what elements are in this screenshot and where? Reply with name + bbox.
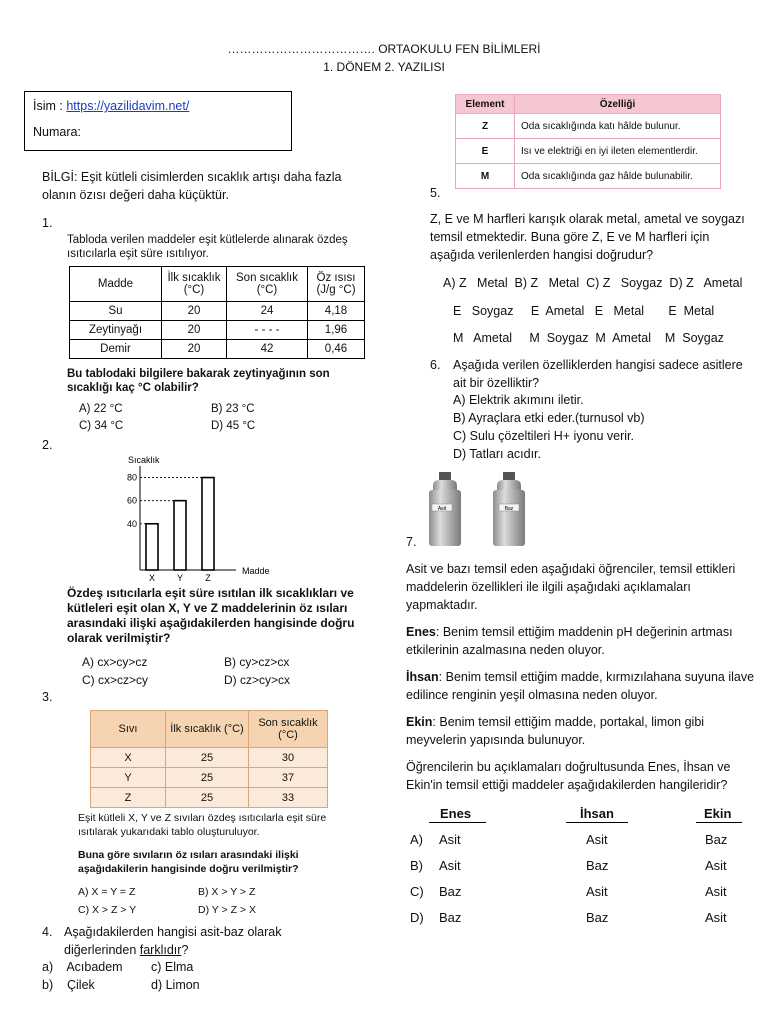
q2-option-d[interactable]: D) cz>cy>cx: [224, 673, 291, 687]
header-underline: [566, 822, 628, 823]
option-ekin: Asit: [705, 910, 727, 925]
q3-cell: 25: [166, 768, 249, 788]
info-note: BİLGİ: Eşit kütleli cisimlerden sıcaklık artışı daha fazla olanın özısı değeri daha küçüktür.: [42, 170, 342, 202]
q1-cell: 42: [227, 340, 308, 359]
q7-header-ihsan: İhsan: [580, 806, 614, 821]
option-enes: Asit: [439, 832, 461, 847]
header-underline: [429, 822, 486, 823]
q4-number: 4.: [42, 925, 53, 939]
q3-cell: 30: [249, 748, 328, 768]
q7-header-enes: Enes: [440, 806, 472, 821]
option-letter: B): [410, 858, 423, 873]
q2-bar-chart: [118, 452, 298, 584]
q1-cell: 0,46: [308, 340, 365, 359]
option-ihsan: Baz: [586, 910, 609, 925]
option-ekin: Asit: [705, 858, 727, 873]
bar-x: [146, 524, 158, 570]
q5-cell: E: [456, 139, 515, 164]
student-info-box: [24, 91, 292, 151]
q6-text: Aşağıda verilen özelliklerden hangisi sadece asitlere ait bir özelliktir?: [453, 358, 743, 390]
q1-cell: 4,18: [308, 302, 365, 321]
q5-options-row-3[interactable]: M Ametal M Soygaz M Ametal M Soygaz: [453, 331, 724, 345]
q1-table: [69, 266, 365, 359]
q3-cell: 25: [166, 788, 249, 808]
q7-ihsan: [406, 668, 756, 704]
option-letter: D): [410, 910, 424, 925]
table-row: [456, 164, 721, 189]
acid-bottle-icon: [429, 472, 461, 546]
option-letter: A): [410, 832, 423, 847]
option-enes: Baz: [439, 884, 462, 899]
q4-text-end: ?: [181, 943, 189, 957]
bar-z: [202, 478, 214, 570]
q3-cell: Y: [91, 768, 166, 788]
table-row: [70, 302, 365, 321]
q5-number: 5.: [430, 186, 441, 200]
q3-header: Sıvı: [91, 711, 166, 748]
q7-question: Öğrencilerin bu açıklamaları doğrultusunda Enes, İhsan ve Ekin'in temsil ettiği maddeler aşağıdakilerden hangileridir?: [406, 760, 731, 792]
header-line-2: 1. DÖNEM 2. YAZILISI: [323, 60, 445, 74]
q3-option-c[interactable]: C) X > Z > Y: [78, 904, 137, 916]
q4-text-part: Aşağıdakilerden hangisi asit-baz olarak diğerlerinden: [64, 925, 282, 957]
q3-cell: 37: [249, 768, 328, 788]
base-bottle-icon: [493, 472, 525, 546]
table-row: [70, 321, 365, 340]
y-tick-label: 60: [126, 495, 137, 506]
option-enes: Baz: [439, 910, 462, 925]
header-underline: [696, 822, 742, 823]
enes-name: Enes: [406, 625, 436, 639]
q1-header: Son sıcaklık (°C): [227, 267, 308, 302]
option-letter: C): [410, 884, 424, 899]
q1-cell: 20: [162, 340, 227, 359]
bar-y: [174, 501, 186, 570]
q3-table: [90, 710, 328, 808]
q4-option-c[interactable]: c) Elma: [151, 960, 194, 974]
q2-option-c[interactable]: C) cx>cz>cy: [82, 673, 149, 687]
q5-cell: Oda sıcaklığında katı hâlde bulunur.: [515, 114, 721, 139]
table-row: [91, 768, 328, 788]
q3-option-b[interactable]: B) X > Y > Z: [198, 886, 256, 898]
q4-option-d[interactable]: d) Limon: [151, 978, 200, 992]
table-row: [70, 340, 365, 359]
number-label: Numara:: [33, 125, 81, 139]
q7-header-ekin: Ekin: [704, 806, 732, 821]
q1-cell: 20: [162, 321, 227, 340]
chart-y-label: Sıcaklık: [128, 455, 160, 465]
q6-option-d[interactable]: D) Tatları acıdır.: [453, 447, 541, 461]
option-ihsan: Asit: [586, 832, 608, 847]
x-tick-label: X: [148, 573, 156, 583]
q6-number: 6.: [430, 358, 441, 372]
q5-cell: Z: [456, 114, 515, 139]
q1-question: Bu tablodaki bilgilere bakarak zeytinyağının son sıcaklığı kaç °C olabilir?: [67, 368, 330, 394]
q1-option-a[interactable]: A) 22 °C: [79, 403, 123, 415]
q2-number: 2.: [42, 438, 53, 452]
ekin-name: Ekin: [406, 715, 433, 729]
name-label: İsim :: [33, 99, 67, 113]
option-ihsan: Asit: [586, 884, 608, 899]
q1-cell: 24: [227, 302, 308, 321]
q1-cell: 20: [162, 302, 227, 321]
q3-cell: X: [91, 748, 166, 768]
q7-intro: Asit ve bazı temsil eden aşağıdaki öğrenciler, temsil ettikleri maddelerin özellikleri ile ilgili aşağıdaki açıklamaları yapmaktadır.: [406, 562, 736, 612]
table-row: [456, 139, 721, 164]
q1-cell: Demir: [70, 340, 162, 359]
q5-cell: Oda sıcaklığında gaz hâlde bulunabilir.: [515, 164, 721, 189]
q5-cell: M: [456, 164, 515, 189]
ihsan-text: : Benim temsil ettiğim madde, kırmızılahana suyuna ilave edilince renginin yeşil olmasına neden oluyor.: [406, 670, 755, 702]
x-tick-label: Z: [205, 573, 211, 583]
q5-element-table: [455, 94, 721, 189]
q7-number: 7.: [406, 535, 417, 549]
q1-option-d[interactable]: D) 45 °C: [211, 420, 256, 432]
q7-bottles: [425, 470, 560, 550]
q1-cell: Zeytinyağı: [70, 321, 162, 340]
site-link[interactable]: https://yazilidavim.net/: [66, 99, 190, 113]
q3-option-a[interactable]: A) X = Y = Z: [78, 886, 136, 898]
q5-header: Element: [456, 95, 515, 114]
q2-option-a[interactable]: A) cx>cy>cz: [82, 655, 148, 669]
q3-header: Son sıcaklık (°C): [249, 711, 328, 748]
q6-option-a[interactable]: A) Elektrik akımını iletir.: [453, 393, 584, 407]
q1-option-b[interactable]: B) 23 °C: [211, 403, 255, 415]
table-row: [91, 788, 328, 808]
option-ekin: Asit: [705, 884, 727, 899]
q3-question: Buna göre sıvıların öz ısıları arasındaki ilişki aşağıdakilerin hangisinde doğru verilmiştir?: [78, 849, 299, 875]
q1-cell: Su: [70, 302, 162, 321]
q3-cell: Z: [91, 788, 166, 808]
q4-text: [64, 923, 304, 959]
y-tick-label: 40: [126, 518, 137, 529]
q1-header: Madde: [70, 267, 162, 302]
q5-cell: Isı ve elektriği en iyi ileten elementlerdir.: [515, 139, 721, 164]
q4-option-b[interactable]: b) Çilek: [42, 978, 95, 992]
q4-underlined: farklıdır: [139, 943, 182, 957]
q7-ekin: [406, 713, 756, 749]
chart-x-label: Madde: [242, 566, 270, 576]
q6-option-b[interactable]: B) Ayraçlara etki eder.(turnusol vb): [453, 411, 645, 425]
q6-option-c[interactable]: C) Sulu çözeltileri H+ iyonu verir.: [453, 429, 634, 443]
option-ihsan: Baz: [586, 858, 609, 873]
q3-option-d[interactable]: D) Y > Z > X: [198, 904, 256, 916]
q3-number: 3.: [42, 690, 53, 704]
q5-options-row-2[interactable]: E Soygaz E Ametal E Metal E Metal: [453, 304, 715, 318]
base-bottle-label: Baz: [504, 506, 514, 512]
enes-text: : Benim temsil ettiğim maddenin pH değerinin artması etkilerinin azalmasına neden oluyor.: [406, 625, 733, 657]
q3-cell: 25: [166, 748, 249, 768]
q2-option-b[interactable]: B) cy>cz>cx: [224, 655, 290, 669]
y-tick-label: 80: [126, 472, 137, 483]
q1-header: Öz ısısı (J/g °C): [308, 267, 365, 302]
ekin-text: : Benim temsil ettiğim madde, portakal, limon gibi meyvelerin yapısında bulunuyor.: [406, 715, 705, 747]
q1-cell: 1,96: [308, 321, 365, 340]
ihsan-name: İhsan: [406, 670, 439, 684]
option-ekin: Baz: [705, 832, 728, 847]
table-row: [456, 114, 721, 139]
q7-enes: [406, 623, 756, 659]
q1-cell: - - - -: [227, 321, 308, 340]
table-row: [91, 748, 328, 768]
header-line-1: ………………………………. ORTAOKULU FEN BİLİMLERİ: [227, 42, 541, 56]
acid-bottle-label: Asit: [437, 506, 447, 512]
q1-number: 1.: [42, 216, 53, 230]
q5-options-row-1[interactable]: A) Z Metal B) Z Metal C) Z Soygaz D) Z Ametal: [443, 276, 743, 290]
q4-option-a[interactable]: a) Acıbadem: [42, 960, 123, 974]
x-tick-label: Y: [176, 573, 184, 583]
option-enes: Asit: [439, 858, 461, 873]
q1-header: İlk sıcaklık (°C): [162, 267, 227, 302]
q1-intro: Tabloda verilen maddeler eşit kütlelerde alınarak özdeş ısıtıcılarla eşit süre ısıtılıyor.: [67, 234, 348, 260]
q2-question: Özdeş ısıtıcılarla eşit süre ısıtılan ilk sıcaklıkları ve kütleleri eşit olan X, Y ve Z maddelerinin öz ısıları arasındaki ilişki aşağıdakilerden hangisinde doğru olarak verilmiştir?: [67, 586, 355, 645]
q3-header: İlk sıcaklık (°C): [166, 711, 249, 748]
q1-option-c[interactable]: C) 34 °C: [79, 420, 124, 432]
q5-text: Z, E ve M harfleri karışık olarak metal, ametal ve soygazı temsil etmektedir. Buna göre Z, E ve M harfleri için aşağıda verilenlerden hangisi doğrudur?: [430, 212, 745, 262]
q3-cell: 33: [249, 788, 328, 808]
q3-intro: Eşit kütleli X, Y ve Z sıvıları özdeş ısıtıcılarla eşit süre ısıtılarak yukarıdaki tablo oluşturuluyor.: [78, 812, 327, 838]
q5-header: Özelliği: [515, 95, 721, 114]
